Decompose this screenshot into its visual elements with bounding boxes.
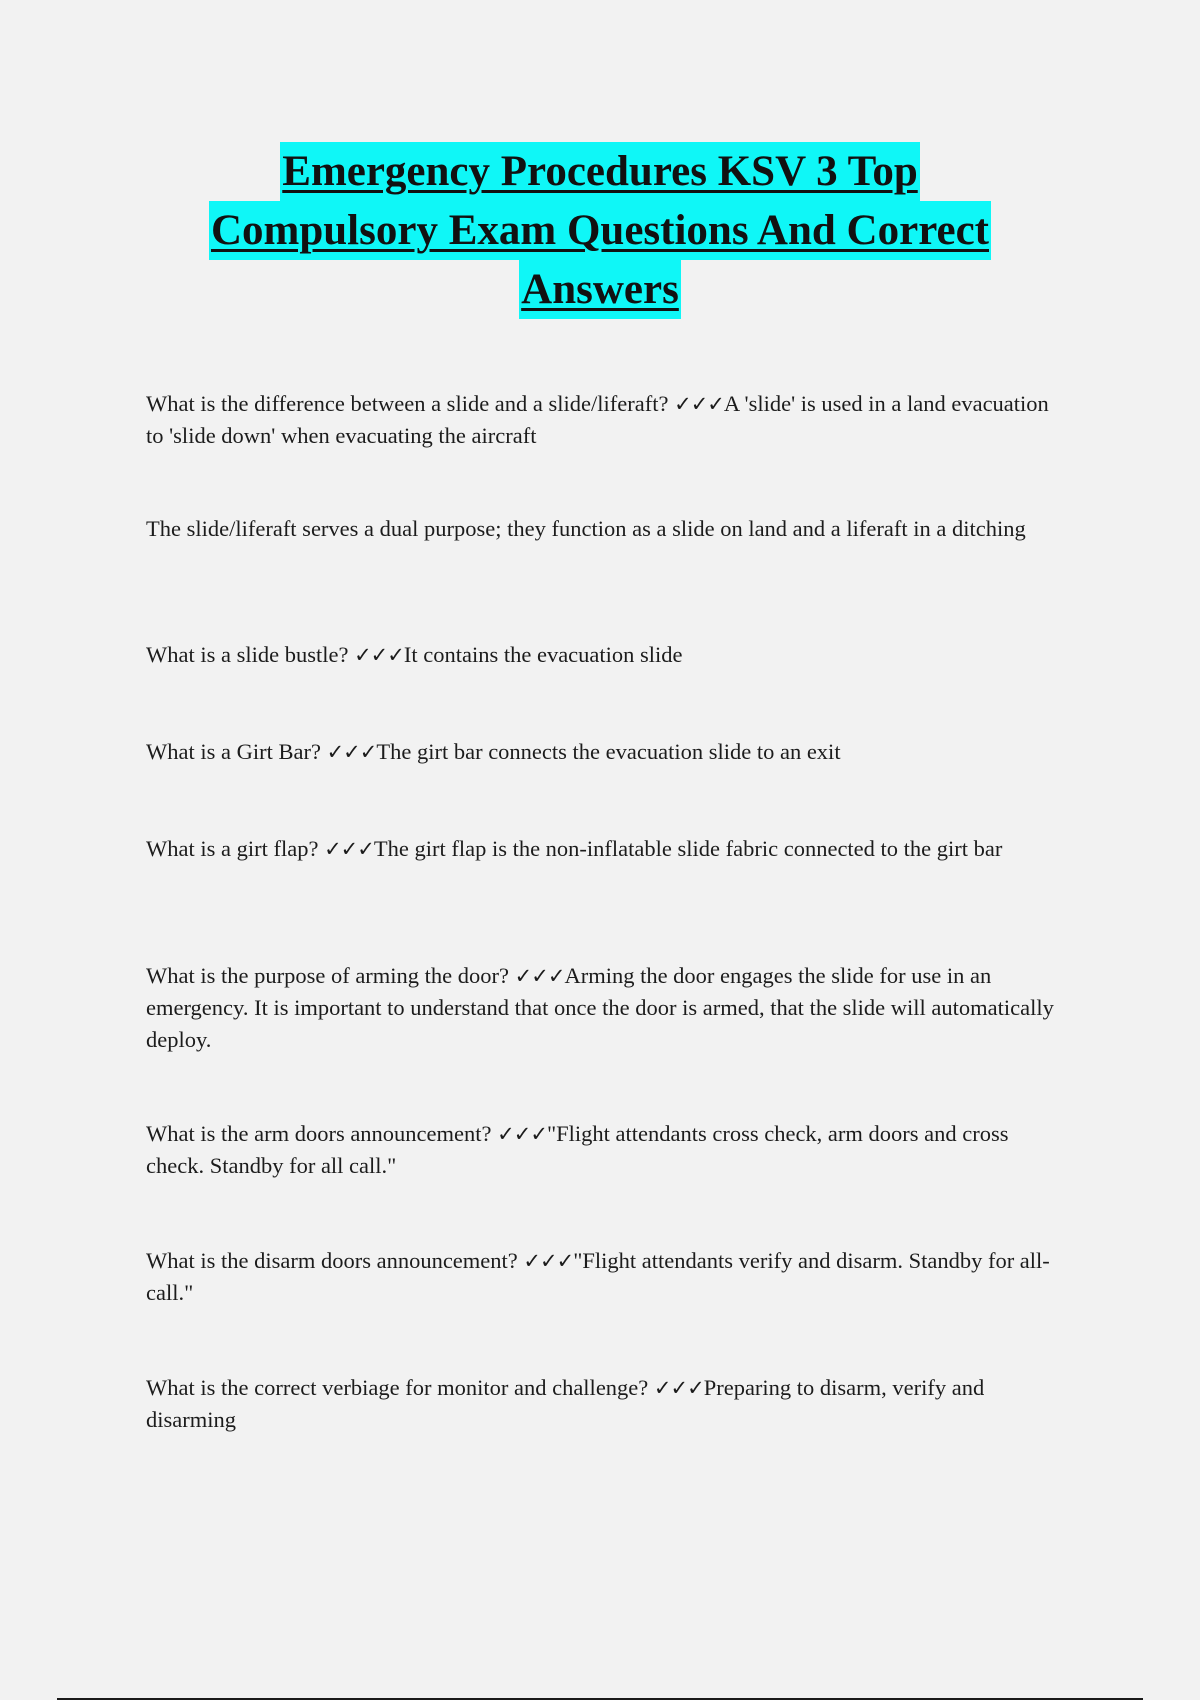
answer-text: Preparing to disarm, verify and disarming [146, 1375, 985, 1432]
check-mark-icon: ✓✓✓ [354, 643, 404, 667]
question-text: What is the disarm doors announcement? [146, 1248, 518, 1273]
qa-item-slide-bustle [146, 639, 1066, 671]
qa-item-girt-bar [146, 736, 1066, 768]
title-line-3: Answers [519, 260, 681, 319]
answer-text: Arming the door engages the slide for use in an emergency. It is important to understand that once the door is armed, that the slide will automatically deploy. [146, 963, 1054, 1052]
answer-text: A 'slide' is used in a land evacuation to 'slide down' when evacuating the aircraft [146, 391, 1049, 448]
qa-item-disarm-announcement [146, 1245, 1066, 1309]
check-mark-icon: ✓✓✓ [523, 1249, 574, 1273]
title-line-1: Emergency Procedures KSV 3 Top [280, 142, 919, 201]
check-mark-icon: ✓✓✓ [674, 392, 724, 416]
question-text: What is a slide bustle? [146, 642, 349, 667]
qa-item-monitor-challenge [146, 1372, 1066, 1436]
question-text: What is the correct verbiage for monitor and challenge? [146, 1375, 649, 1400]
answer-text: The girt flap is the non-inflatable slide fabric connected to the girt bar [373, 836, 1003, 861]
check-mark-icon: ✓✓✓ [514, 964, 565, 988]
qa-item-arming-door [146, 960, 1066, 1056]
qa-item-arm-announcement [146, 1118, 1066, 1182]
text-dual-purpose [146, 514, 1066, 543]
qa-item-slide-vs-liferaft [146, 388, 1066, 452]
question-text: What is a girt flap? [146, 836, 319, 861]
check-mark-icon: ✓✓✓ [653, 1376, 704, 1400]
check-mark-icon: ✓✓✓ [326, 740, 377, 764]
question-text: What is the difference between a slide and a slide/liferaft? [146, 391, 669, 416]
check-mark-icon: ✓✓✓ [497, 1122, 547, 1146]
answer-text: It contains the evacuation slide [403, 642, 683, 667]
body-text: The slide/liferaft serves a dual purpose; they function as a slide on land and a liferaft in a ditching [146, 516, 1026, 541]
check-mark-icon: ✓✓✓ [324, 837, 374, 861]
title-line-2: Compulsory Exam Questions And Correct [209, 201, 991, 260]
answer-text: "Flight attendants verify and disarm. Standby for all-call." [146, 1248, 1050, 1305]
question-text: What is a Girt Bar? [146, 739, 321, 764]
answer-text: The girt bar connects the evacuation slide to an exit [376, 739, 841, 764]
question-text: What is the arm doors announcement? [146, 1121, 492, 1146]
document-title [120, 142, 1080, 319]
answer-text: "Flight attendants cross check, arm doors and cross check. Standby for all call." [146, 1121, 1009, 1178]
question-text: What is the purpose of arming the door? [146, 963, 510, 988]
qa-item-girt-flap [146, 833, 1066, 865]
